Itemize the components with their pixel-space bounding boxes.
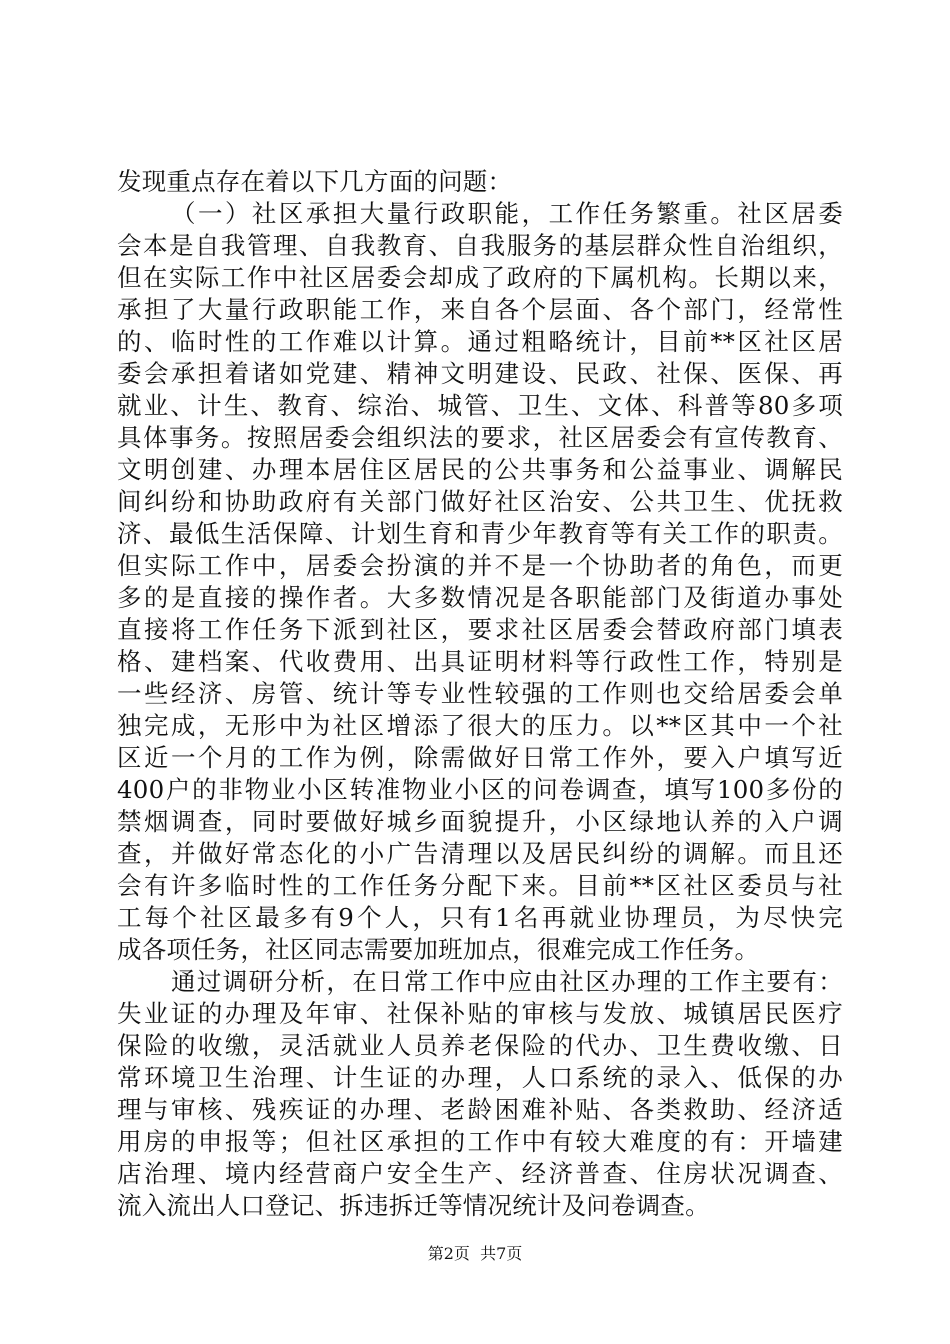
text-line: 一些经济、房管、统计等专业性较强的工作则也交给居委会单 [117, 679, 843, 708]
text-line: 但实际工作中，居委会扮演的并不是一个协助者的角色，而更 [117, 551, 843, 580]
text-line: 文明创建、办理本居住区居民的公共事务和公益事业、调解民 [117, 455, 843, 484]
text-line: 具体事务。按照居委会组织法的要求，社区居委会有宣传教育、 [117, 423, 843, 452]
text-line: 但在实际工作中社区居委会却成了政府的下属机构。长期以来， [117, 263, 843, 292]
text-line: 400户的非物业小区转准物业小区的问卷调查，填写100多份的 [117, 775, 843, 804]
text-line: 独完成，无形中为社区增添了很大的压力。以**区其中一个社 [117, 711, 843, 740]
text-line: 工每个社区最多有9个人，只有1名再就业协理员，为尽快完 [117, 903, 843, 932]
text-line: 常环境卫生治理、计生证的办理，人口系统的录入、低保的办 [117, 1063, 843, 1092]
text-line: 济、最低生活保障、计划生育和青少年教育等有关工作的职责。 [117, 519, 843, 548]
text-line: 成各项任务，社区同志需要加班加点，很难完成工作任务。 [117, 935, 760, 964]
text-line: 间纠纷和协助政府有关部门做好社区治安、公共卫生、优抚救 [117, 487, 843, 516]
text-line: 委会承担着诸如党建、精神文明建设、民政、社保、医保、再 [117, 359, 843, 388]
text-line: 禁烟调查，同时要做好城乡面貌提升，小区绿地认养的入户调 [117, 807, 843, 836]
text-line: （一）社区承担大量行政职能，工作任务繁重。社区居委 [171, 199, 843, 228]
text-line: 理与审核、残疾证的办理、老龄困难补贴、各类救助、经济适 [117, 1095, 843, 1124]
text-line: 的、临时性的工作难以计算。通过粗略统计，目前**区社区居 [117, 327, 843, 356]
text-line: 会本是自我管理、自我教育、自我服务的基层群众性自治组织， [117, 231, 843, 260]
page-number-footer: 第2页 共7页 [427, 1244, 523, 1263]
text-line: 直接将工作任务下派到社区，要求社区居委会替政府部门填表 [117, 615, 843, 644]
text-line: 保险的收缴，灵活就业人员养老保险的代办、卫生费收缴、日 [117, 1031, 843, 1060]
text-line: 查，并做好常态化的小广告清理以及居民纠纷的调解。而且还 [117, 839, 843, 868]
text-line: 失业证的办理及年审、社保补贴的审核与发放、城镇居民医疗 [117, 999, 843, 1028]
text-line: 用房的申报等；但社区承担的工作中有较大难度的有：开墙建 [117, 1127, 843, 1156]
text-line: 格、建档案、代收费用、出具证明材料等行政性工作，特别是 [117, 647, 843, 676]
text-line: 多的是直接的操作者。大多数情况是各职能部门及街道办事处 [117, 583, 843, 612]
text-line: 会有许多临时性的工作任务分配下来。目前**区社区委员与社 [117, 871, 843, 900]
text-line: 流入流出人口登记、拆违拆迁等情况统计及问卷调查。 [117, 1191, 710, 1220]
document-body [117, 166, 843, 1222]
text-line: 发现重点存在着以下几方面的问题： [117, 167, 513, 196]
text-line: 通过调研分析，在日常工作中应由社区办理的工作主要有： [171, 967, 843, 996]
text-line: 店治理、境内经营商户安全生产、经济普查、住房状况调查、 [117, 1159, 843, 1188]
text-line: 区近一个月的工作为例，除需做好日常工作外，要入户填写近 [117, 743, 843, 772]
text-line: 就业、计生、教育、综治、城管、卫生、文体、科普等80多项 [117, 391, 843, 420]
text-line: 承担了大量行政职能工作，来自各个层面、各个部门，经常性 [117, 295, 843, 324]
